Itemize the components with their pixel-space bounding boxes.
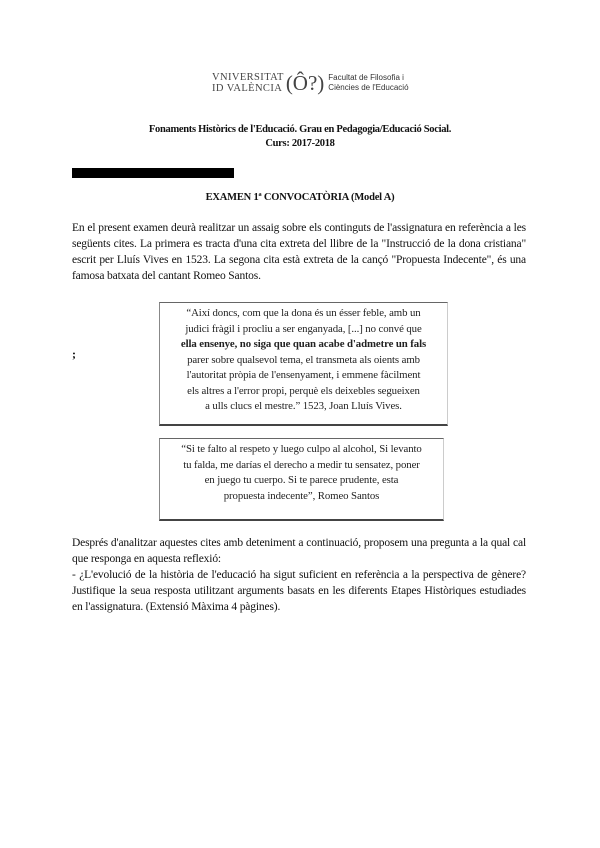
intro-paragraph: En el present examen deurà realitzar un assaig sobre els continguts de l'assignatura en referència a les següents cites. La primera es tracta d'una cita extreta del llibre de la "Instrucció de la dona cristiana" escrit per Lluís Vives en 1523. La segona cita està extreta de la cançó "Propuesta Indecente", és una famosa batxata del cantant Romeo Santos. xyxy=(72,222,526,282)
course-title: Fonaments Històrics de l'Educació. Grau en Pedagogia/Educació Social. xyxy=(148,124,452,135)
quote-line: en juego tu cuerpo. Si te parece prudente, esta xyxy=(204,474,399,486)
university-name-line2: ID VALÈNCIA xyxy=(212,83,283,94)
question-intro: Després d'analitzar aquestes cites amb deteniment a continuació, proposem una pregunta a la qual cal que responga en aquesta reflexió: xyxy=(72,537,526,565)
redacted-name-bar xyxy=(72,168,234,178)
faculty-name-line1: Facultat de Filosofia i xyxy=(328,73,404,82)
quote-line: els altres a l'error propi, perquè els deixebles segueixen xyxy=(187,384,420,397)
course-heading xyxy=(0,123,600,151)
quote-box-romeo-santos xyxy=(159,438,444,521)
university-emblem-icon: (Ô?) xyxy=(285,71,325,95)
side-mark: ; xyxy=(72,347,76,361)
quote-line: “Si te falto al respeto y luego culpo al alcohol, Si levanto xyxy=(181,443,422,455)
faculty-name-line2: Ciències de l'Educació xyxy=(328,83,409,92)
university-logo xyxy=(212,72,409,94)
university-name-line1: VNIVERSITAT xyxy=(212,72,284,83)
quote-line: judici fràgil i procliu a ser enganyada, [...] no convé que xyxy=(185,322,422,335)
exam-title: EXAMEN 1ª CONVOCATÒRIA (Model A) xyxy=(205,192,395,203)
exam-question: - ¿L'evolució de la història de l'educació ha sigut suficient en referència a la perspectiva de gènere? Justifique la seua resposta utilitzant arguments basats en les diferents Etapes Històriques estudiades en l'assignatura. (Extensió Màxima 4 pàgines). xyxy=(72,569,526,613)
faculty-name xyxy=(328,73,408,93)
course-year: Curs: 2017-2018 xyxy=(265,138,335,149)
question-section xyxy=(72,535,526,615)
quote-line: ella ensenye, no siga que quan acabe d'admetre un fals xyxy=(180,338,427,350)
quote-line: parer sobre qualsevol tema, el transmeta als oients amb xyxy=(187,353,420,366)
quote-line: tu falda, me darías el derecho a medir tu sensatez, poner xyxy=(183,458,420,471)
quote-box-vives xyxy=(159,302,448,426)
quote-line: a ulls clucs el mestre.” 1523, Joan Lluís Vives. xyxy=(205,400,402,412)
university-name xyxy=(212,72,284,94)
quote-line: propuesta indecente”, Romeo Santos xyxy=(223,489,380,502)
quote-line: l'autoritat pròpia de l'ensenyament, i emmene fàcilment xyxy=(186,369,421,381)
quote-line: “Així doncs, com que la dona és un ésser feble, amb un xyxy=(186,307,421,319)
